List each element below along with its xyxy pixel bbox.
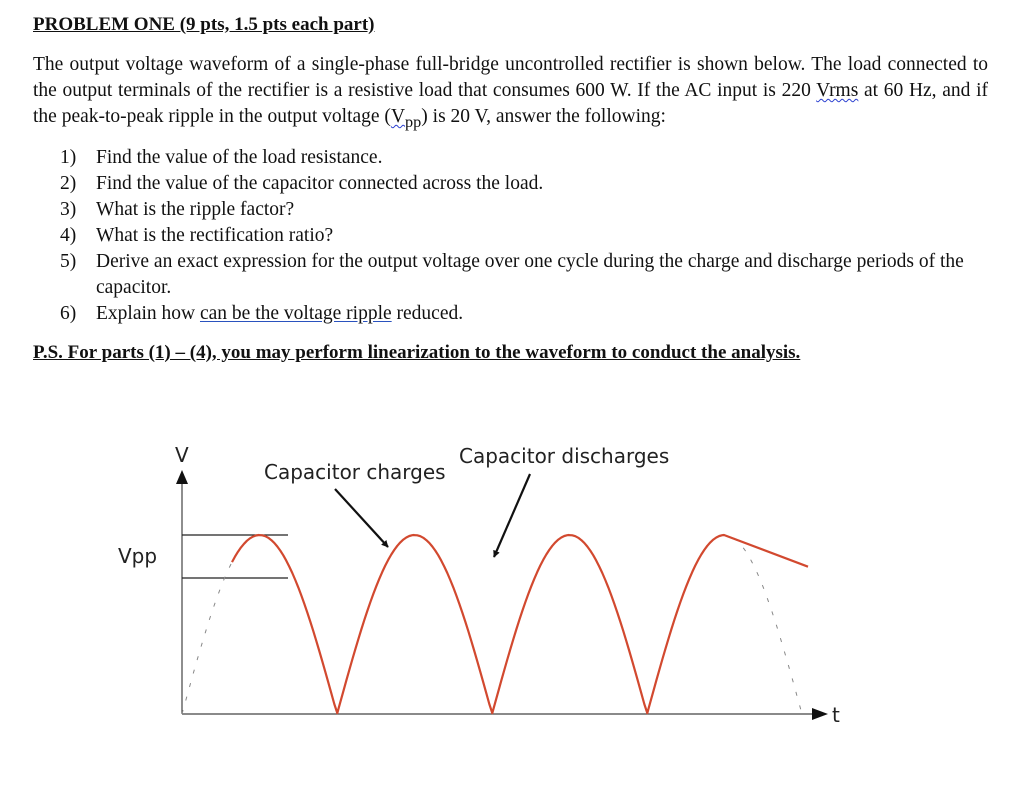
intro-text-mid: at 60 Hz, and if the peak-to-peak ripple in the output voltage ( [33, 80, 988, 127]
sine-arch [492, 535, 647, 714]
capacitor-discharges-arrow [494, 474, 530, 557]
intro-text-end: ) is 20 V, answer the following: [421, 106, 666, 127]
question-number: 5) [60, 251, 77, 272]
question-number: 6) [60, 303, 77, 324]
question-number: 1) [60, 147, 77, 168]
question-text: What is the rectification ratio? [96, 225, 334, 246]
vpp-symbol-subscript: pp [405, 112, 422, 131]
capacitor-charges-label: Capacitor charges [264, 460, 446, 484]
x-axis-arrow [812, 708, 828, 720]
output-voltage-waveform [232, 535, 808, 713]
rectified-sine-arches [182, 535, 802, 714]
q6-underlined-text: can be the voltage ripple [199, 303, 392, 324]
capacitor-charges-arrow [335, 489, 388, 547]
q6-text-post: reduced. [391, 303, 464, 324]
y-axis-arrow [176, 470, 188, 484]
intro-text-start: The output voltage waveform of a single-phase full-bridge uncontrolled rectifier is shown below. The load connected to the output terminals of the rectifier is a resistive load that consumes 600 W. If the AC input is 220 [33, 54, 988, 101]
question-text: What is the ripple factor? [96, 199, 295, 220]
ps-note: P.S. For parts (1) – (4), you may perform linearization to the waveform to conduct the analysis. [33, 342, 801, 363]
y-axis-label: V [175, 443, 189, 467]
problem-heading: PROBLEM ONE (9 pts, 1.5 pts each part) [33, 14, 375, 35]
question-number: 3) [60, 199, 77, 220]
sine-arch [647, 535, 802, 714]
vpp-symbol-main: V [390, 106, 406, 127]
question-number: 4) [60, 225, 77, 246]
sine-arch [337, 535, 492, 714]
question-text: Derive an exact expression for the output voltage over one cycle during the charge and discharge periods of the capacitor. [96, 251, 964, 298]
sine-arch [182, 535, 337, 714]
question-text: Find the value of the capacitor connected across the load. [96, 173, 544, 194]
vrms-term: Vrms [816, 80, 859, 101]
question-number: 2) [60, 173, 77, 194]
x-axis-label: t [832, 703, 840, 727]
question-text: Find the value of the load resistance. [96, 147, 383, 168]
vpp-label: Vpp [118, 544, 158, 568]
q6-text-pre: Explain how [96, 303, 200, 324]
capacitor-discharges-label: Capacitor discharges [459, 444, 670, 468]
